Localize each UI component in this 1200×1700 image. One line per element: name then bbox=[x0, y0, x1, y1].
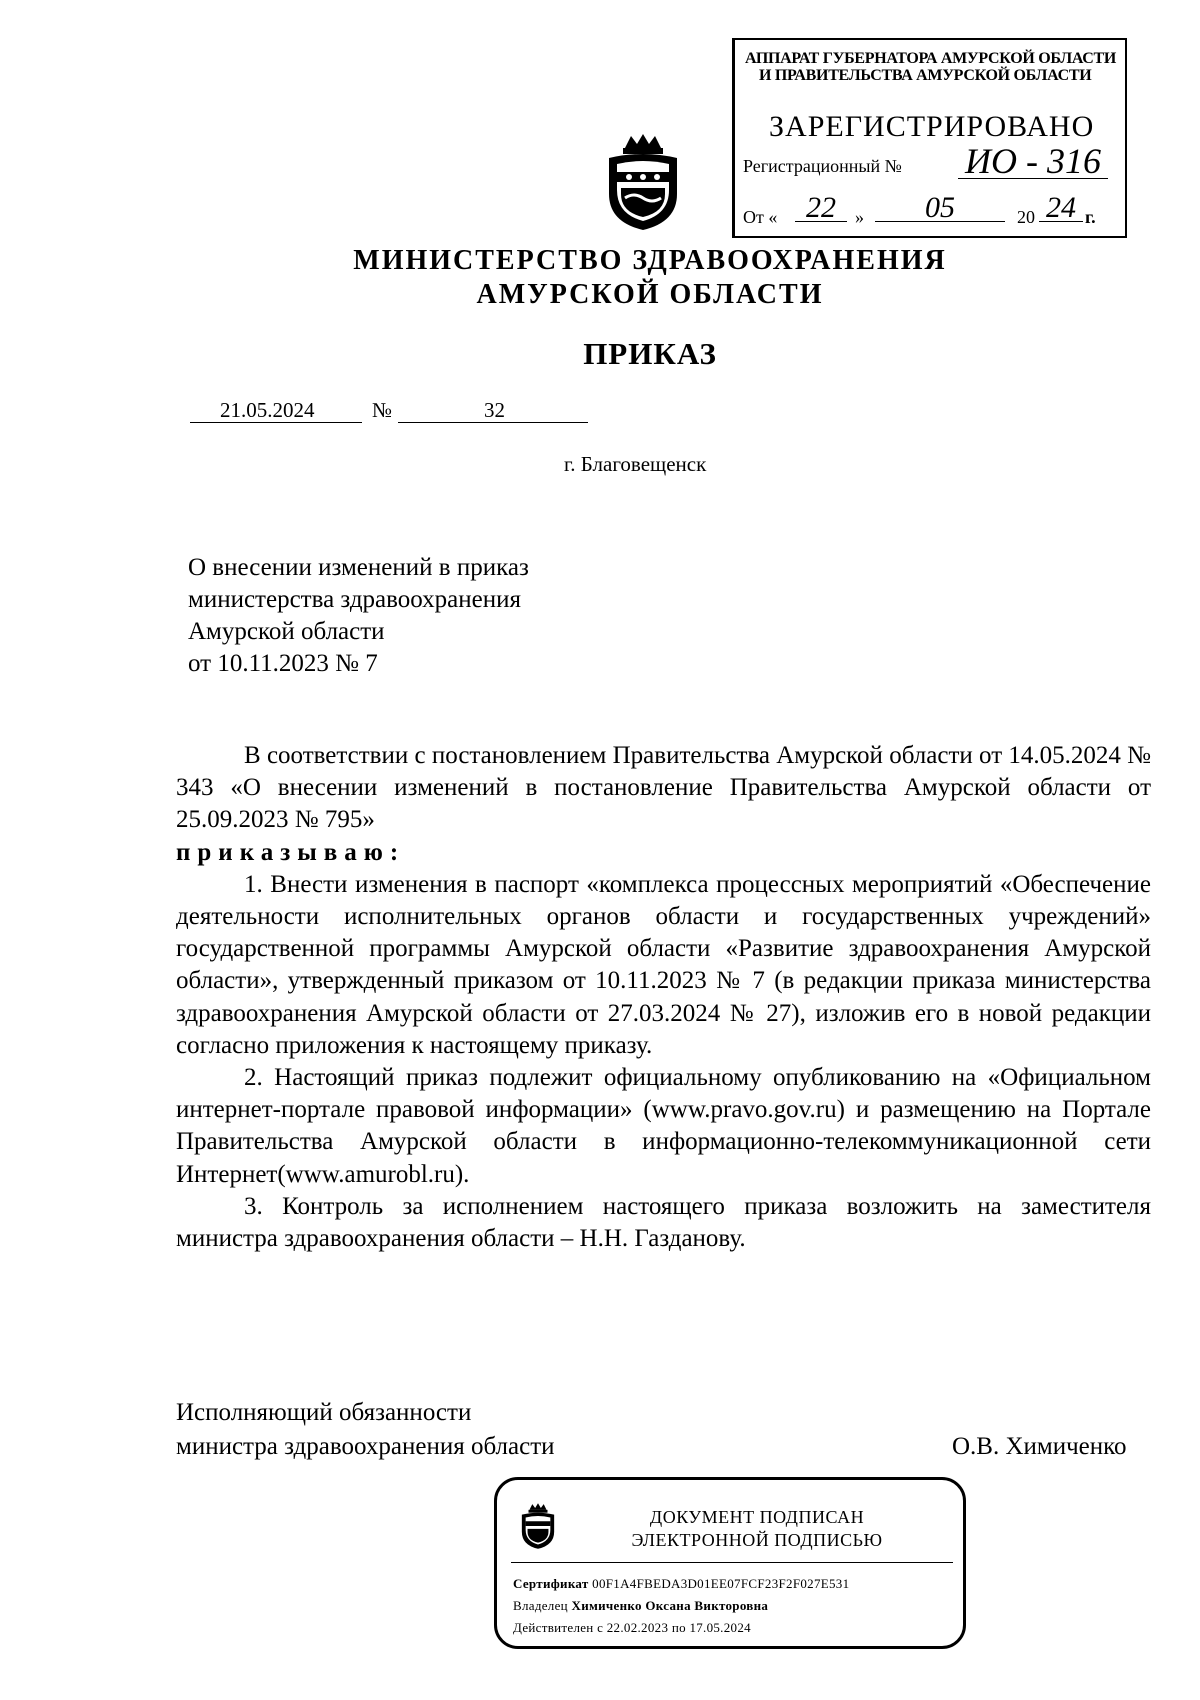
body-item-1: 1. Внести изменения в паспорт «комплекса процессных мероприятий «Обеспечение деятельности исполнительных органов области и государственных учреждений» государственной программы Амурской области «Развитие здравоохранения Амурской области», утвержденный приказом от 10.11.2023 № 7 (в редакции приказа министерства здравоохранения Амурской области от 27.03.2024 № 27), изложив его в новой редакции согласно приложения к настоящему приказу. bbox=[176, 870, 1151, 1059]
ministry-line1: МИНИСТЕРСТВО ЗДРАВООХРАНЕНИЯ bbox=[353, 245, 947, 276]
esig-valid-label: Действителен с bbox=[513, 1620, 604, 1635]
ministry-line2: АМУРСКОЙ ОБЛАСТИ bbox=[476, 279, 824, 310]
esig-cert-value: 00F1A4FBEDA3D01EE07FCF23F2F027E531 bbox=[592, 1576, 850, 1591]
esig-divider bbox=[511, 1562, 953, 1563]
signatory-name: О.В. Химиченко bbox=[952, 1433, 1127, 1460]
esig-certificate bbox=[513, 1576, 849, 1592]
body-preamble: В соответствии с постановлением Правительства Амурской области от 14.05.2024 № 343 «О внесении изменений в постановление Правительства Амурской области от 25.09.2023 № 795» bbox=[176, 742, 1151, 834]
coat-of-arms-icon bbox=[603, 132, 683, 232]
esig-valid-to: 17.05.2024 bbox=[689, 1620, 751, 1635]
stamp-date-month: 05 bbox=[875, 195, 1005, 222]
subject-line: О внесении изменений в приказ bbox=[188, 554, 529, 581]
stamp-date-mid: » bbox=[855, 207, 864, 227]
esig-owner-value: Химиченко Оксана Викторовна bbox=[571, 1598, 769, 1613]
document-type: ПРИКАЗ bbox=[583, 336, 717, 371]
order-date: 21.05.2024 bbox=[220, 398, 315, 422]
number-underline bbox=[398, 422, 588, 423]
esig-title-line1: ДОКУМЕНТ ПОДПИСАН bbox=[649, 1507, 865, 1527]
order-city: г. Благовещенск bbox=[564, 452, 707, 476]
esig-owner-label: Владелец bbox=[513, 1598, 568, 1613]
body-order-word: приказываю: bbox=[176, 838, 406, 866]
signatory-position-line2: министра здравоохранения области bbox=[176, 1433, 555, 1460]
esig-owner bbox=[513, 1598, 768, 1614]
electronic-signature-stamp bbox=[494, 1477, 966, 1649]
subject-line: министерства здравоохранения bbox=[188, 586, 521, 613]
subject-line: Амурской области bbox=[188, 618, 385, 645]
signatory-position bbox=[176, 1396, 555, 1464]
ministry-title bbox=[200, 244, 1100, 312]
registration-stamp bbox=[732, 38, 1127, 238]
signatory-position-line1: Исполняющий обязанности bbox=[176, 1399, 472, 1426]
registration-stamp-org bbox=[745, 50, 1125, 84]
stamp-org-line2: И ПРАВИТЕЛЬСТВА АМУРСКОЙ ОБЛАСТИ bbox=[759, 67, 1092, 84]
body-item-3: 3. Контроль за исполнением настоящего приказа возложить на заместителя министра здравоохранения области – Н.Н. Газданову. bbox=[176, 1192, 1151, 1253]
stamp-number-label: Регистрационный № bbox=[743, 156, 902, 176]
stamp-date-suffix: г. bbox=[1085, 207, 1096, 227]
stamp-date-day: 22 bbox=[795, 195, 847, 222]
body-item-2: 2. Настоящий приказ подлежит официальному опубликованию на «Официальном интернет-портале правовой информации» (www.pravo.gov.ru) и размещению на Портале Правительства Амурской области в информационно-телекоммуникационной сети Интернет(www.amurobl.ru). bbox=[176, 1064, 1151, 1188]
coat-of-arms-icon bbox=[519, 1502, 557, 1550]
order-body bbox=[176, 740, 1151, 1255]
esig-validity bbox=[513, 1620, 751, 1636]
esig-title-line2: ЭЛЕКТРОННОЙ ПОДПИСЬЮ bbox=[631, 1530, 883, 1550]
stamp-number-value: ИО - 316 bbox=[958, 144, 1108, 179]
stamp-date-year: 24 bbox=[1039, 195, 1083, 222]
esig-valid-to-label: по bbox=[671, 1620, 686, 1635]
stamp-date-row bbox=[743, 191, 1123, 233]
date-underline bbox=[190, 422, 362, 423]
esig-cert-label: Сертификат bbox=[513, 1576, 589, 1591]
order-subject bbox=[188, 552, 688, 680]
esig-valid-from: 22.02.2023 bbox=[606, 1620, 669, 1635]
stamp-status: ЗАРЕГИСТРИРОВАНО bbox=[769, 110, 1095, 143]
order-number: 32 bbox=[484, 398, 505, 422]
stamp-org-line1: АППАРАТ ГУБЕРНАТОРА АМУРСКОЙ ОБЛАСТИ bbox=[745, 50, 1117, 67]
esig-title bbox=[577, 1506, 937, 1552]
subject-line: от 10.11.2023 № 7 bbox=[188, 650, 378, 677]
stamp-date-prefix: От « bbox=[743, 207, 778, 227]
order-number-sign: № bbox=[372, 398, 393, 422]
stamp-date-century: 20 bbox=[1017, 207, 1035, 227]
